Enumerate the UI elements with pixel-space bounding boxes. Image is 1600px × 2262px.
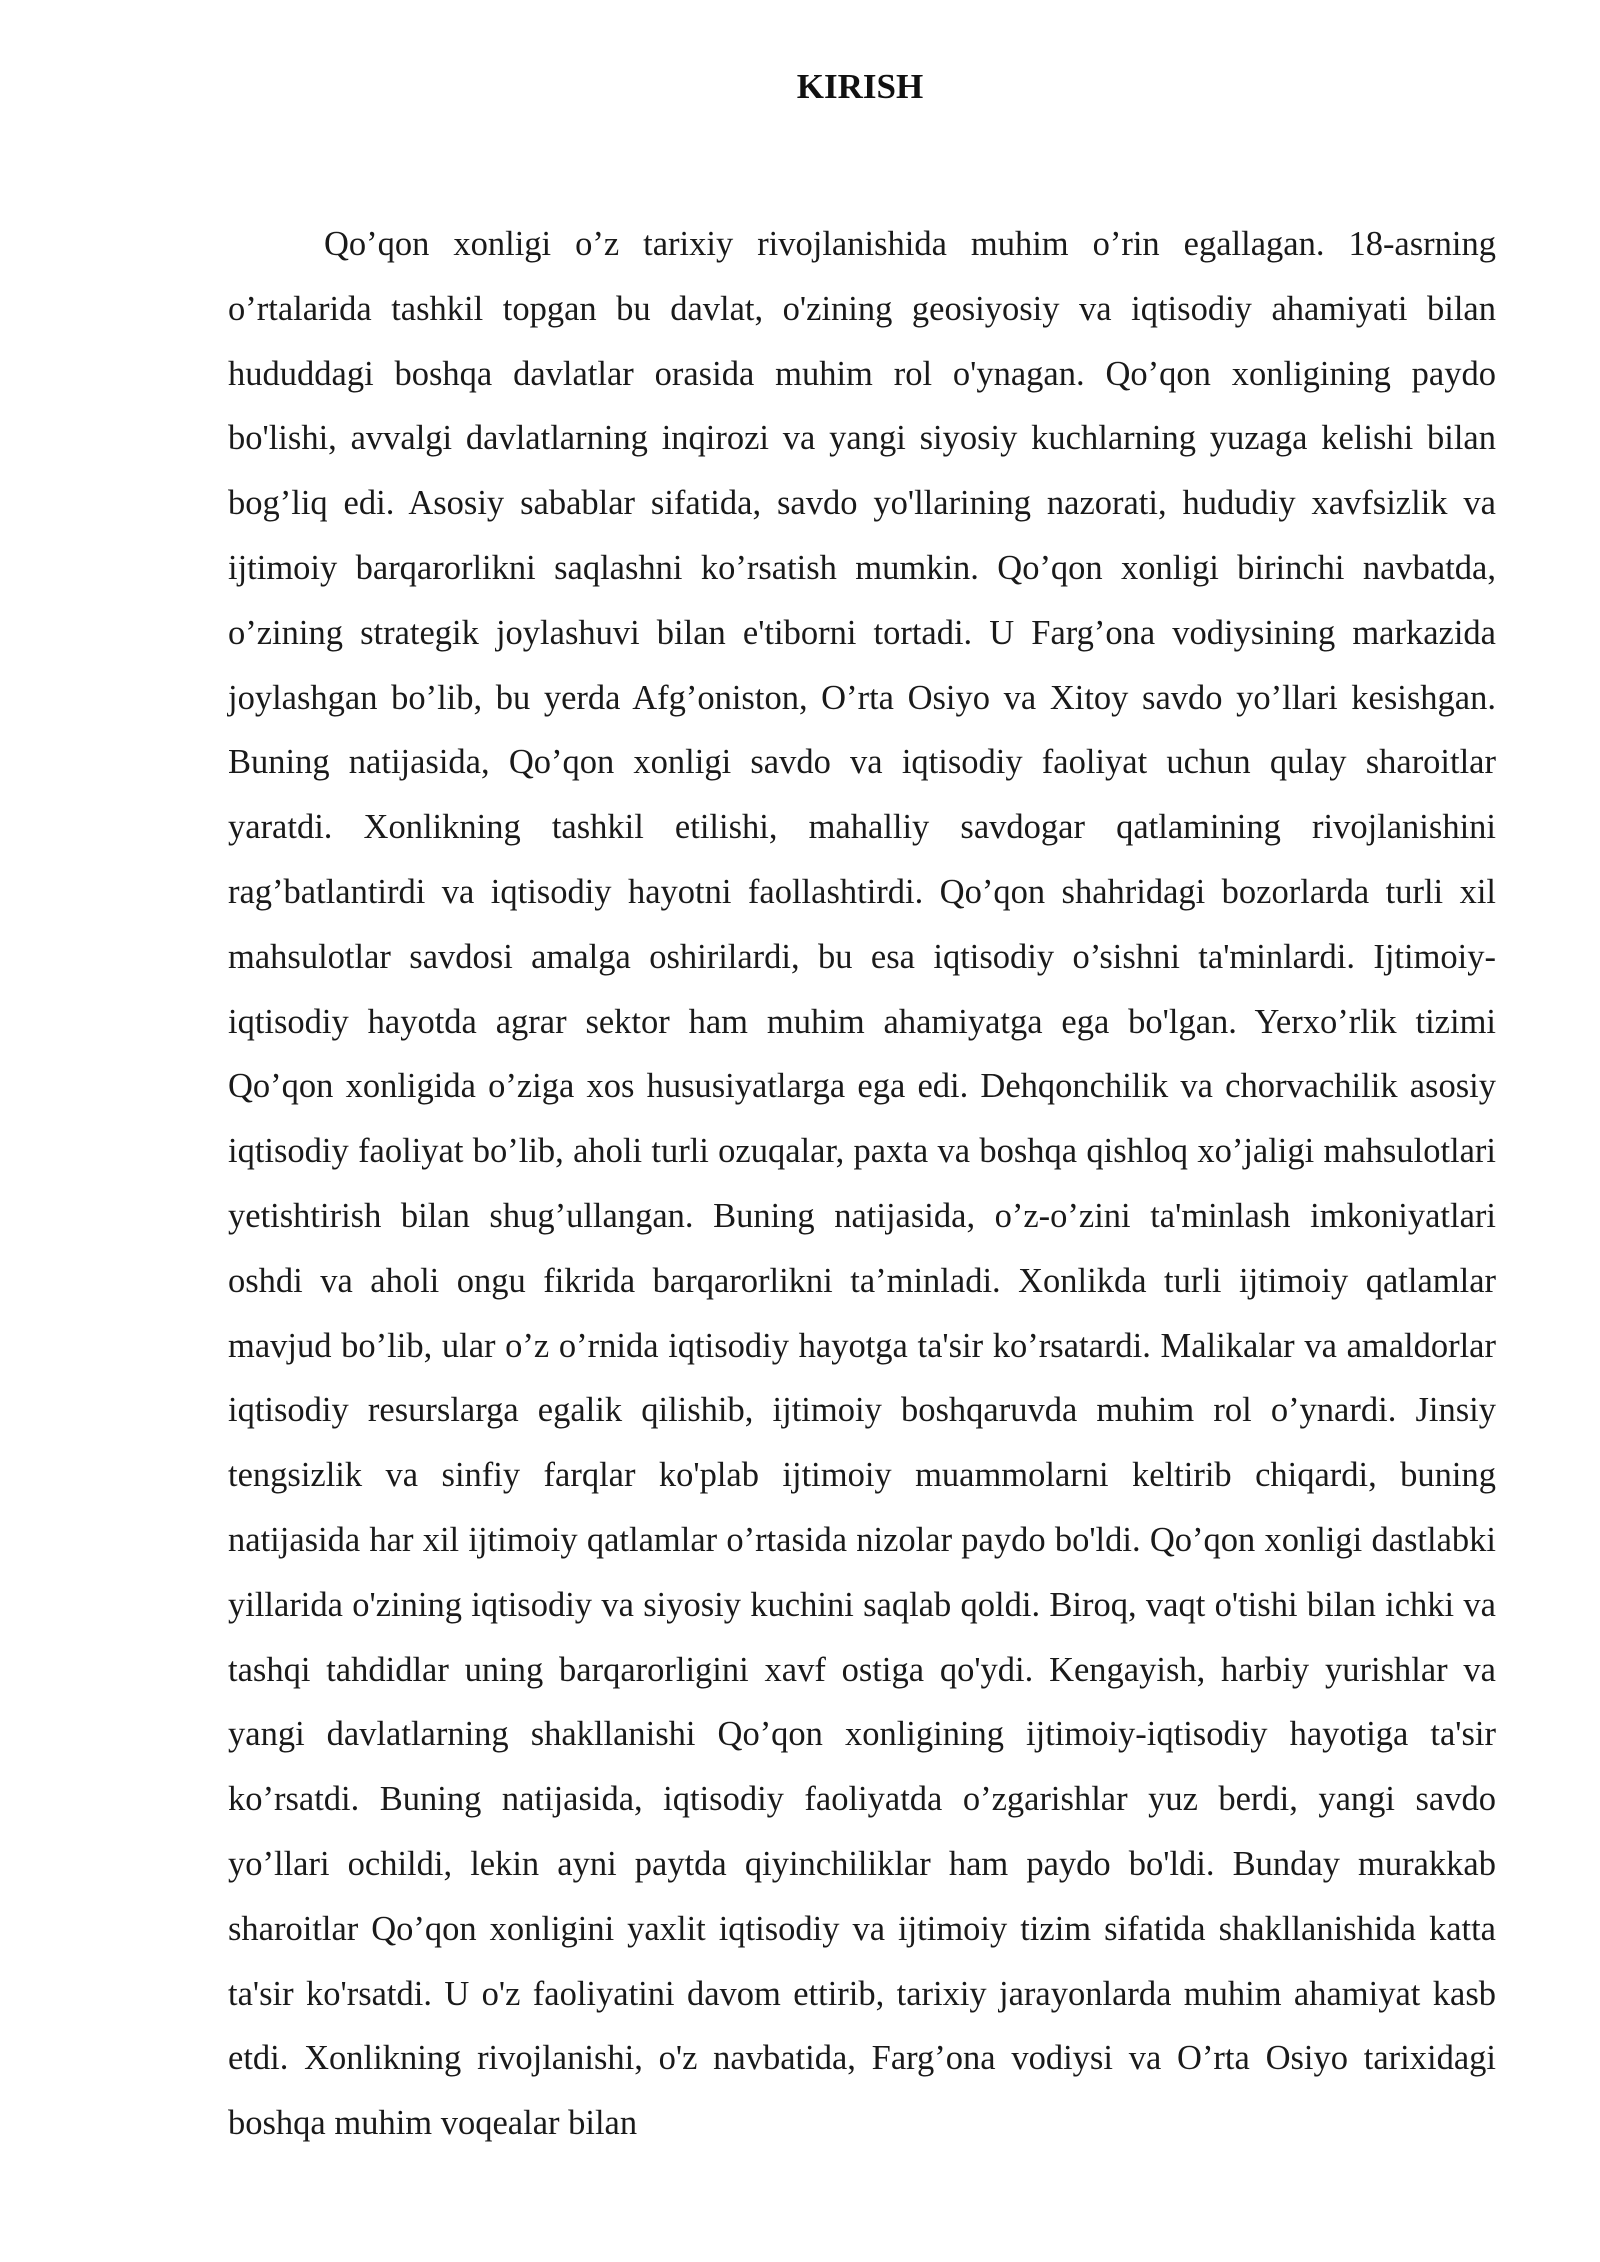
body-paragraph: Qo’qon xonligi o’z tarixiy rivojlanishida muhim o’rin egallagan. 18-asrning o’rtalarida tashkil topgan bu davlat, o'zining geosiyosiy va iqtisodiy ahamiyati bilan hududdagi boshqa davlatlar orasida muhim rol o'ynagan. Qo’qon xonligining paydo bo'lishi, avvalgi davlatlarning inqirozi va yangi siyosiy kuchlarning yuzaga kelishi bilan bog’liq edi. Asosiy sabablar sifatida, savdo yo'llarining nazorati, hududiy xavfsizlik va ijtimoiy barqarorlikni saqlashni ko’rsatish mumkin. Qo’qon xonligi birinchi navbatda, o’zining strategik joylashuvi bilan e'tiborni tortadi. U Farg’ona vodiysining markazida joylashgan bo’lib, bu yerda Afg’oniston, O’rta Osiyo va Xitoy savdo yo’llari kesishgan. Buning natijasida, Qo’qon xonligi savdo va iqtisodiy faoliyat uchun qulay sharoitlar yaratdi. Xonlikning tashkil etilishi, mahalliy savdogar qatlamining rivojlanishini rag’batlantirdi va iqtisodiy hayotni faollashtirdi. Qo’qon shahridagi bozorlarda turli xil mahsulotlar savdosi amalga oshirilardi, bu esa iqtisodiy o’sishni ta'minlardi. Ijtimoiy-iqtisodiy hayotda agrar sektor ham muhim ahamiyatga ega bo'lgan. Yerxo’rlik tizimi Qo’qon xonligida o’ziga xos hususiyatlarga ega edi. Dehqonchilik va chorvachilik asosiy iqtisodiy faoliyat bo’lib, aholi turli ozuqalar, paxta va boshqa qishloq xo’jaligi mahsulotlari yetishtirish bilan shug’ullangan. Buning natijasida, o’z-o’zini ta'minlash imkoniyatlari oshdi va aholi ongu fikrida barqarorlikni ta’minladi. Xonlikda turli ijtimoiy qatlamlar mavjud bo’lib, ular o’z o’rnida iqtisodiy hayotga ta'sir ko’rsatardi. Malikalar va amaldorlar iqtisodiy resurslarga egalik qilishib, ijtimoiy boshqaruvda muhim rol o’ynardi. Jinsiy tengsizlik va sinfiy farqlar ko'plab ijtimoiy muammolarni keltirib chiqardi, buning natijasida har xil ijtimoiy qatlamlar o’rtasida nizolar paydo bo'ldi. Qo’qon xonligi dastlabki yillarida o'zining iqtisodiy va siyosiy kuchini saqlab qoldi. Biroq, vaqt o'tishi bilan ichki va tashqi tahdidlar uning barqarorligini xavf ostiga qo'ydi. Kengayish, harbiy yurishlar va yangi davlatlarning shakllanishi Qo’qon xonligining ijtimoiy-iqtisodiy hayotiga ta'sir ko’rsatdi. Buning natijasida, iqtisodiy faoliyatda o’zgarishlar yuz berdi, yangi savdo yo’llari ochildi, lekin ayni paytda qiyinchiliklar ham paydo bo'ldi. Bunday murakkab sharoitlar Qo’qon xonligini yaxlit iqtisodiy va ijtimoiy tizim sifatida shakllanishida katta ta'sir ko'rsatdi. U o'z faoliyatini davom ettirib, tarixiy jarayonlarda muhim ahamiyat kasb etdi. Xonlikning rivojlanishi, o'z navbatida, Farg’ona vodiysi va O’rta Osiyo tarixidagi boshqa muhim voqealar bilan xyxy=(228,225,1496,2143)
section-heading: KIRISH xyxy=(796,67,924,106)
